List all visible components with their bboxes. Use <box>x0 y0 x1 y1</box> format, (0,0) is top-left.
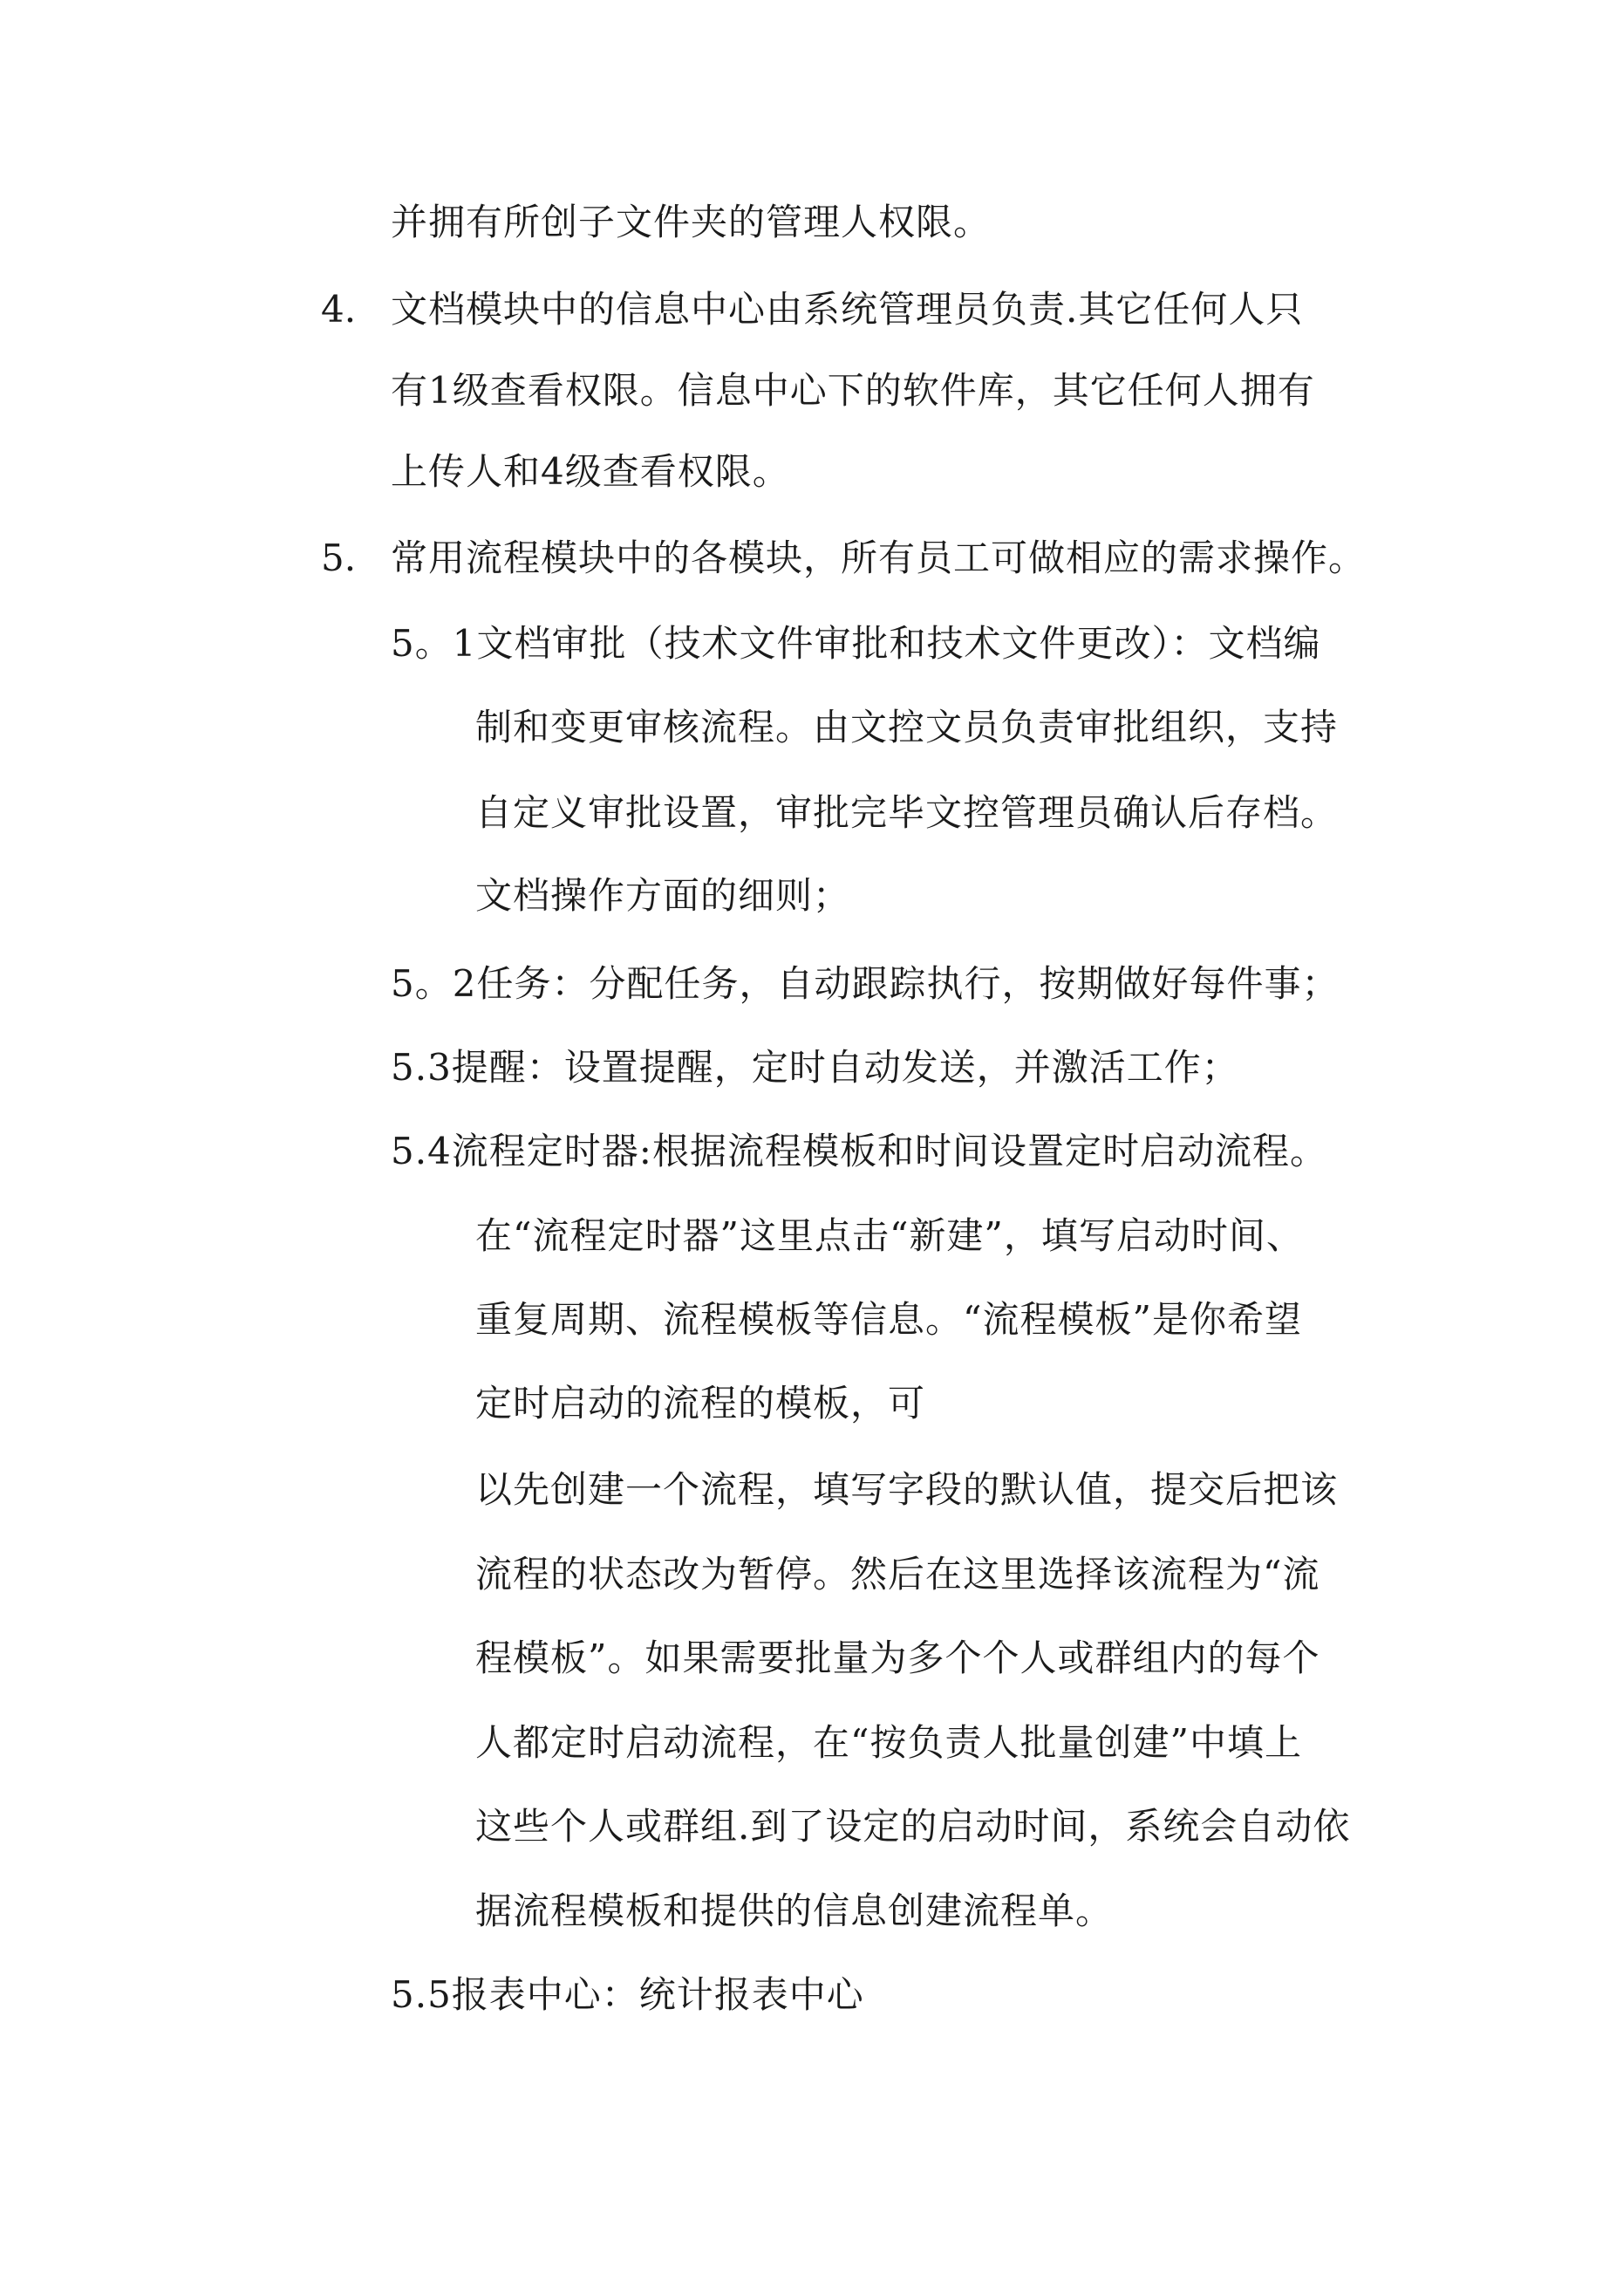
sub-5-4-line-3: 定时启动的流程的模板，可 <box>475 1382 926 1425</box>
sub-5-4-line-4: 以先创建一个流程，填写字段的默认值，提交后把该 <box>475 1468 1339 1511</box>
sub-5-4-line-8: 这些个人或群组.到了设定的启动时间，系统会自动依 <box>475 1805 1351 1848</box>
sub-5-1-line-2: 自定义审批设置，审批完毕文控管理员确认后存档。 <box>475 791 1339 834</box>
sub-5-4-line-7: 人都定时启动流程，在“按负责人批量创建”中填上 <box>475 1721 1302 1764</box>
sub-5-4-line-6: 程模板”。如果需要批量为多个个人或群组内的每个 <box>475 1637 1320 1679</box>
sub-5-4-line-2: 重复周期、流程模板等信息。“流程模板”是你希望 <box>475 1298 1302 1341</box>
sub-5-4-heading: 5.4流程定时器:根据流程模板和时间设置定时启动流程。 <box>391 1130 1327 1172</box>
item-5-text: 常用流程模块中的各模块，所有员工可做相应的需求操作。 <box>391 536 1367 579</box>
sub-5-4-line-1: 在“流程定时器”这里点击“新建”，填写启动时间、 <box>475 1214 1304 1257</box>
sub-5-4-line-9: 据流程模板和提供的信息创建流程单。 <box>475 1889 1114 1932</box>
sub-5-1-line-3: 文档操作方面的细则； <box>475 874 851 917</box>
continuation-line: 并拥有所创子文件夹的管理人权限。 <box>391 201 992 243</box>
item-4-number: 4. <box>321 288 357 331</box>
sub-5-3-text: 5.3提醒：设置提醒，定时自动发送，并激活工作； <box>391 1046 1239 1089</box>
item-4-line-2: 有1级查看权限。信息中心下的软件库，其它任何人拥有 <box>391 369 1315 412</box>
item-4-line-1: 文档模块中的信息中心由系统管理员负责.其它任何人只 <box>391 288 1304 331</box>
sub-5-5-text: 5.5报表中心：统计报表中心 <box>391 1973 864 2016</box>
sub-5-4-line-5: 流程的状态改为暂停。然后在这里选择该流程为“流 <box>475 1553 1320 1596</box>
item-5-number: 5. <box>321 536 357 579</box>
item-4-line-3: 上传人和4级查看权限。 <box>391 450 790 493</box>
sub-5-1-line-1: 制和变更审核流程。由文控文员负责审批组织，支持 <box>475 706 1339 748</box>
sub-5-1-heading: 5。1文档审批（技术文件审批和技术文件更改）：文档编 <box>391 622 1321 665</box>
sub-5-2-text: 5。2任务：分配任务，自动跟踪执行，按期做好每件事； <box>391 962 1340 1005</box>
